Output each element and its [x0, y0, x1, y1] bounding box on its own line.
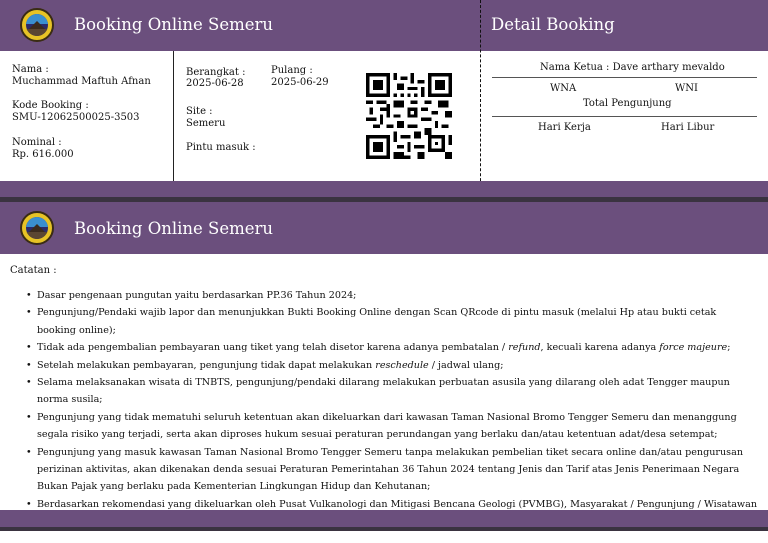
- catatan-label: Catatan :: [10, 265, 57, 276]
- list-item: • Pengunjung/Pendaki wajib lapor dan menunjukkan Bukti Booking Online dengan Scan QRcode di pintu masuk (melalui Hp atau bukti cetak booking online);: [26, 304, 758, 339]
- nama-label: Nama :: [12, 64, 49, 75]
- pulang-label: Pulang :: [271, 65, 313, 76]
- total-pengunjung-label: Total Pengunjung: [583, 98, 672, 109]
- pulang-value: 2025-06-29: [271, 77, 329, 88]
- nominal-value: Rp. 616.000: [12, 149, 74, 160]
- site-value: Semeru: [186, 118, 226, 129]
- national-park-logo-icon: [20, 8, 54, 42]
- berangkat-value: 2025-06-28: [186, 78, 244, 89]
- kode-label: Kode Booking :: [12, 100, 89, 111]
- list-item: • Selama melaksanakan wisata di TNBTS, pengunjung/pendaki dilarang melakukan perbuatan asusila yang dilarang oleh adat Tengger maupun norma susila;: [26, 374, 758, 409]
- item-text: Tidak ada pengembalian pembayaran uang tiket yang telah disetor karena adanya pembatalan / refund, kecuali karena adanya force majeure;: [37, 342, 731, 354]
- list-item: • Dasar pengenaan pungutan yaitu berdasarkan PP.36 Tahun 2024;: [26, 287, 758, 304]
- tear-line: [480, 0, 481, 196]
- detail-divider: [492, 116, 757, 117]
- wna-label: WNA: [550, 83, 577, 94]
- page-footer-line: [0, 527, 768, 531]
- pintu-label: Pintu masuk :: [186, 142, 256, 153]
- list-item: • Berdasarkan rekomendasi yang dikeluarkan oleh Pusat Vulkanologi dan Mitigasi Bencana Geologi (PVMBG), Masyarakat / Pengunjung / Wisatawan: [26, 496, 758, 531]
- detail-title: Detail Booking: [491, 15, 615, 34]
- ticket-divider: [173, 51, 174, 181]
- hari-kerja-label: Hari Kerja: [538, 122, 591, 133]
- notes-list: [26, 287, 758, 531]
- item-text: Setelah melakukan pembayaran, pengunjung tidak dapat melakukan reschedule / jadwal ulang;: [37, 359, 504, 371]
- list-item: [26, 357, 758, 374]
- ticket-footer-band: [0, 181, 768, 197]
- list-item: • Pengunjung yang tidak mematuhi seluruh ketentuan akan dikeluarkan dari kawasan Taman Nasional Bromo Tengger Semeru dan menanggung segala risiko yang terjadi, serta akan diproses hukum sesuai peraturan perundangan yang berlaku dan/atau ketentuan adat/desa setempat;: [26, 409, 758, 444]
- list-item: • Pengunjung yang masuk kawasan Taman Nasional Bromo Tengger Semeru tanpa melakukan pembelian tiket secara online dan/atau pengurusan perizinan aktivitas, akan dikenakan denda sesuai Peraturan Pemerintahan 36 Tahun 2024 tentang Jenis dan Tarif atas Jenis Penerimaan Negara Bukan Pajak yang berlaku pada Kementerian Lingkungan Hidup dan Kehutanan;: [26, 444, 758, 496]
- page-footer-band: [0, 510, 768, 527]
- detail-divider: [492, 77, 757, 78]
- ticket-title: Booking Online Semeru: [74, 15, 274, 34]
- list-item: [26, 339, 758, 356]
- wni-label: WNI: [675, 83, 698, 94]
- hari-libur-label: Hari Libur: [661, 122, 715, 133]
- national-park-logo-icon: [20, 211, 54, 245]
- nominal-label: Nominal :: [12, 137, 62, 148]
- ketua-name: Nama Ketua : Dave arthary mevaldo: [540, 62, 725, 73]
- nama-value: Muchammad Maftuh Afnan: [12, 76, 151, 87]
- site-label: Site :: [186, 106, 213, 117]
- berangkat-label: Berangkat :: [186, 67, 246, 78]
- qr-code-icon: [366, 73, 452, 159]
- notes-title: Booking Online Semeru: [74, 219, 274, 238]
- kode-value: SMU-12062500025-3503: [12, 112, 140, 123]
